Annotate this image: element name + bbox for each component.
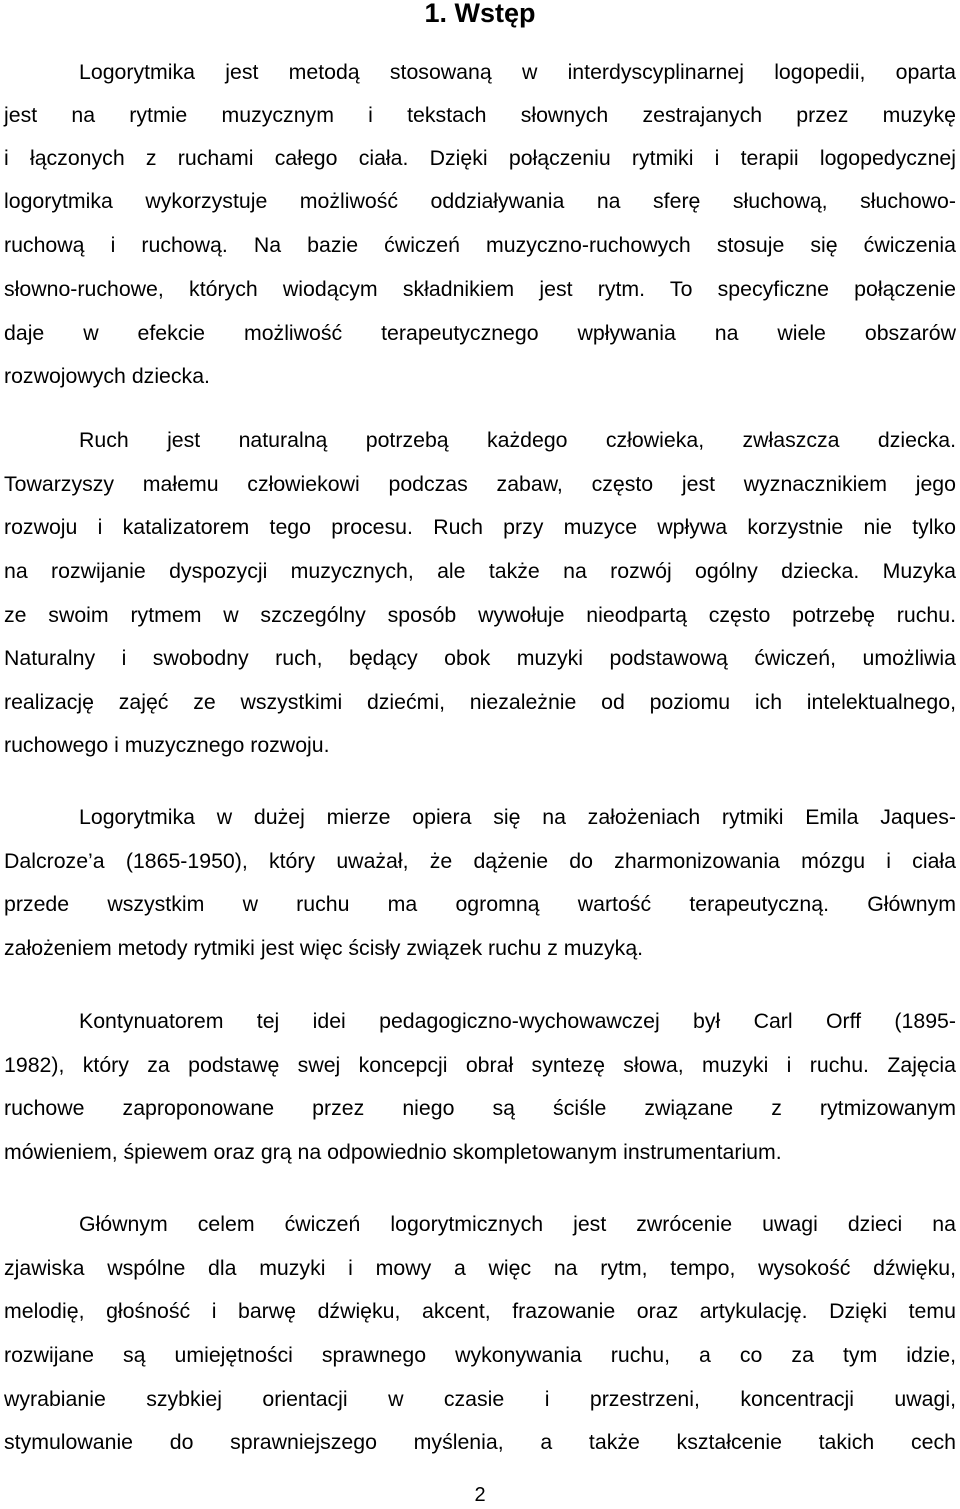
text-line: 1982), który za podstawę swej koncepcji obrał syntezę słowa, muzyki i ruchu. Zajęcia: [4, 1053, 956, 1077]
text-line: przede wszystkim w ruchu ma ogromną wartość terapeutyczną. Głównym: [4, 892, 956, 916]
text-line: daje w efekcie możliwość terapeutycznego wpływania na wiele obszarów: [4, 321, 956, 345]
text-line: jest na rytmie muzycznym i tekstach słownych zestrajanych przez muzykę: [4, 103, 956, 127]
page-number: 2: [474, 1484, 486, 1506]
text-line: Głównym celem ćwiczeń logorytmicznych jest zwrócenie uwagi dzieci na: [79, 1212, 956, 1236]
text-line: mówieniem, śpiewem oraz grą na odpowiednio skompletowanym instrumentarium.: [4, 1140, 782, 1164]
text-line: logorytmika wykorzystuje możliwość oddziaływania na sferę słuchową, słuchowo-: [4, 189, 956, 213]
text-line: Kontynuatorem tej idei pedagogiczno-wychowawczej był Carl Orff (1895-: [79, 1009, 956, 1033]
text-line: założeniem metody rytmiki jest więc ścisły związek ruchu z muzyką.: [4, 936, 644, 960]
text-line: melodię, głośność i barwę dźwięku, akcent, frazowanie oraz artykulację. Dzięki temu: [4, 1299, 956, 1323]
text-line: Naturalny i swobodny ruch, będący obok muzyki podstawową ćwiczeń, umożliwia: [4, 646, 956, 670]
text-line: rozwijane są umiejętności sprawnego wykonywania ruchu, a co za tym idzie,: [4, 1343, 956, 1367]
section-heading: 1. Wstęp: [424, 0, 536, 28]
text-line: zjawiska wspólne dla muzyki i mowy a więc na rytm, tempo, wysokość dźwięku,: [4, 1256, 956, 1280]
text-line: Dalcroze’a (1865-1950), który uważał, że dążenie do zharmonizowania mózgu i ciała: [4, 849, 956, 873]
text-line: słowno-ruchowe, których wiodącym składnikiem jest rytm. To specyficzne połączenie: [4, 277, 956, 301]
text-line: ruchową i ruchową. Na bazie ćwiczeń muzyczno-ruchowych stosuje się ćwiczenia: [4, 233, 956, 257]
text-line: Logorytmika w dużej mierze opiera się na założeniach rytmiki Emila Jaques-: [79, 805, 956, 829]
text-line: i łączonych z ruchami całego ciała. Dzięki połączeniu rytmiki i terapii logopedycznej: [4, 146, 956, 170]
text-line: Ruch jest naturalną potrzebą każdego człowieka, zwłaszcza dziecka.: [79, 428, 956, 452]
text-line: ze swoim rytmem w szczególny sposób wywołuje nieodpartą często potrzebę ruchu.: [4, 603, 956, 627]
text-line: ruchowego i muzycznego rozwoju.: [4, 733, 330, 757]
text-line: rozwoju i katalizatorem tego procesu. Ruch przy muzyce wpływa korzystnie nie tylko: [4, 515, 956, 539]
text-line: na rozwijanie dyspozycji muzycznych, ale także na rozwój ogólny dziecka. Muzyka: [4, 559, 956, 583]
text-line: Towarzyszy małemu człowiekowi podczas zabaw, często jest wyznacznikiem jego: [4, 472, 956, 496]
text-line: rozwojowych dziecka.: [4, 364, 210, 388]
text-line: Logorytmika jest metodą stosowaną w interdyscyplinarnej logopedii, oparta: [79, 60, 956, 84]
text-line: wyrabianie szybkiej orientacji w czasie i przestrzeni, koncentracji uwagi,: [4, 1387, 956, 1411]
text-line: stymulowanie do sprawniejszego myślenia, a także kształcenie takich cech: [4, 1430, 956, 1454]
text-line: ruchowe zaproponowane przez niego są ściśle związane z rytmizowanym: [4, 1096, 956, 1120]
text-line: realizację zajęć ze wszystkimi dziećmi, niezależnie od poziomu ich intelektualnego,: [4, 690, 956, 714]
